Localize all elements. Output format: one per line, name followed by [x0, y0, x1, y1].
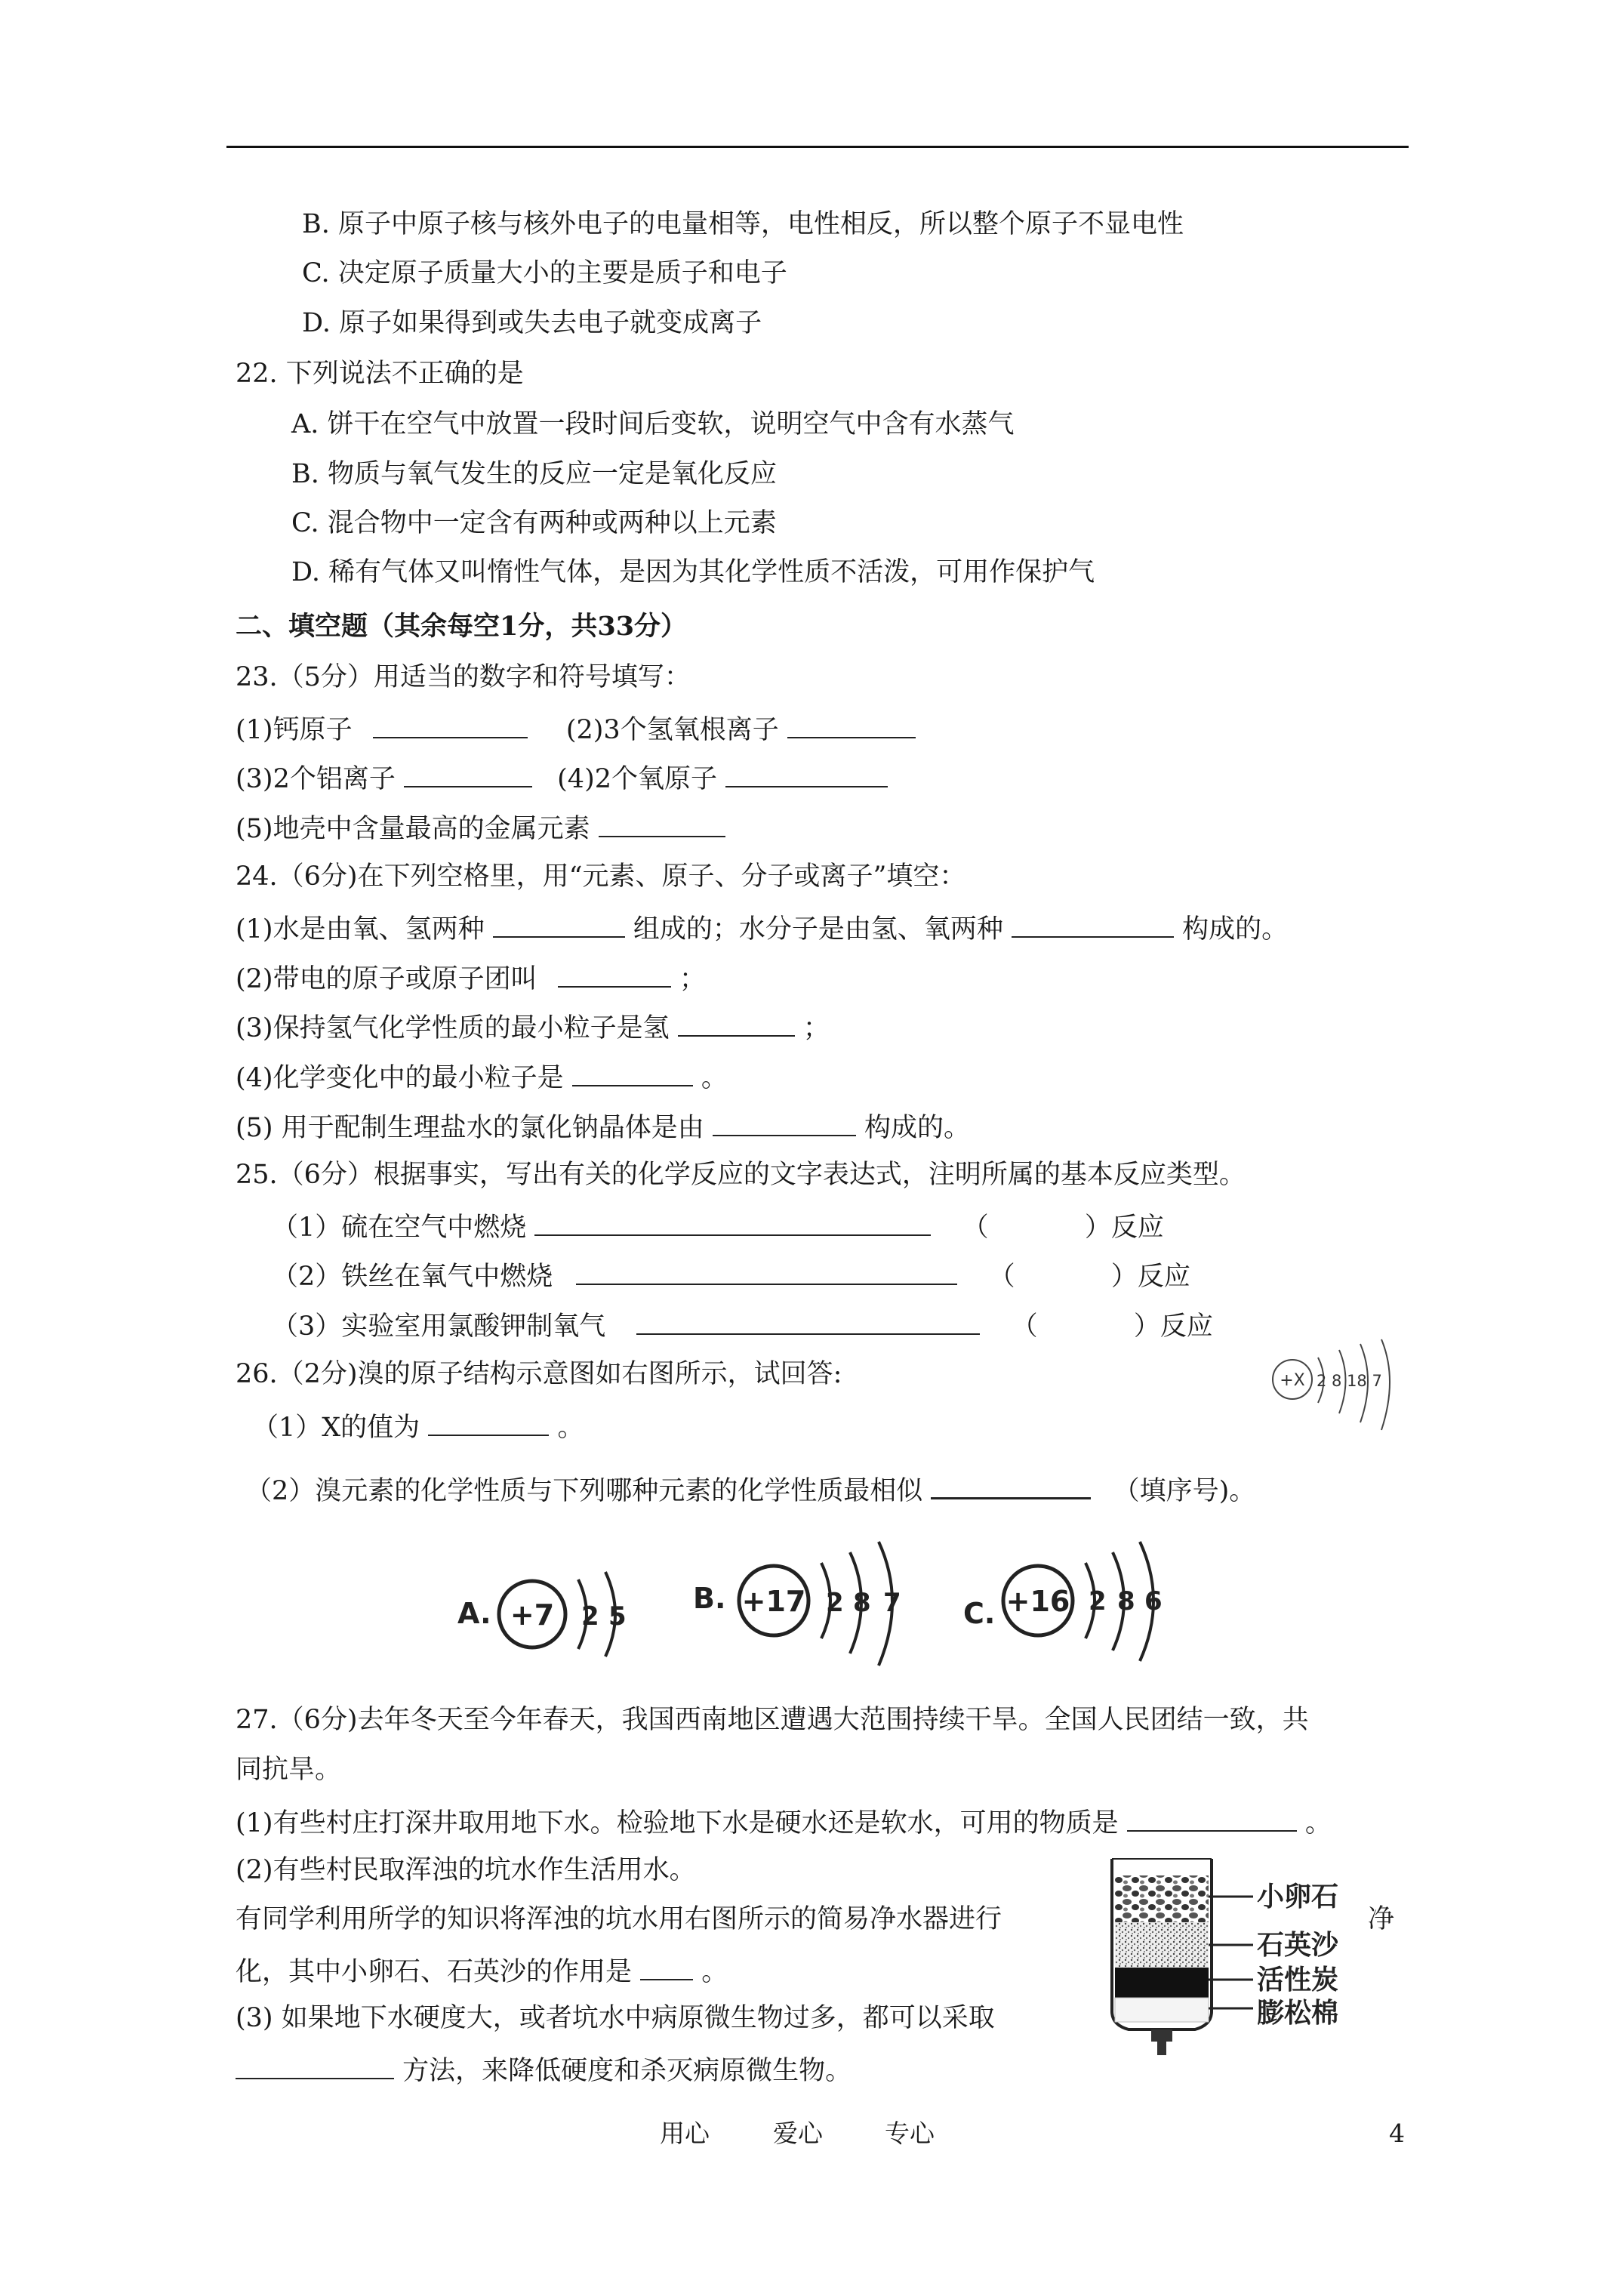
q23-part-1: (1)钙原子 — [236, 715, 353, 745]
q23-part-5: (5)地壳中含量最高的金属元素 — [236, 814, 590, 844]
answer-blank[interactable] — [576, 1256, 957, 1285]
q26-row-2 — [245, 1470, 1255, 1509]
q24-part-1a: (1)水是由氧、氢两种 — [236, 914, 485, 945]
punctuation: 。 — [1304, 1808, 1332, 1838]
punctuation: ； — [679, 964, 706, 994]
answer-blank[interactable] — [428, 1407, 549, 1436]
answer-blank[interactable] — [787, 710, 916, 738]
q25-stem: 25.（6分）根据事实，写出有关的化学反应的文字表达式，注明所属的基本反应类型。 — [236, 1160, 1246, 1190]
punctuation: 。 — [557, 1413, 584, 1443]
cotton-layer — [1115, 1998, 1209, 2022]
option-a-label: A. — [457, 1597, 491, 1630]
answer-blank[interactable] — [713, 1108, 856, 1136]
shell-count: 2 — [581, 1601, 599, 1632]
answer-blank[interactable] — [1046, 1308, 1126, 1335]
q21-option-b: B. 原子中原子核与核外电子的电量相等，电性相反，所以整个原子不显电性 — [302, 209, 1184, 239]
q26-stem: 26.（2分)溴的原子结构示意图如右图所示，试回答: — [236, 1359, 842, 1389]
q25-reaction-2: （2）铁丝在氧气中燃烧 — [272, 1262, 553, 1292]
option-a-nucleus: +7 — [510, 1598, 555, 1632]
q26-part-1: （1）X的值为 — [252, 1413, 420, 1443]
q22-option-d: D. 稀有气体又叫惰性气体，是因为其化学性质不活泼，可用作保护气 — [291, 557, 1095, 587]
q21-option-c: C. 决定原子质量大小的主要是质子和电子 — [302, 258, 787, 288]
paren-close: ）反应 — [1110, 1262, 1190, 1292]
q22-option-b: B. 物质与氧气发生的反应一定是氧化反应 — [291, 459, 777, 489]
paren-open: （ — [988, 1262, 1015, 1292]
bromine-nucleus-label: +X — [1280, 1371, 1305, 1390]
q24-part-5b: 构成的。 — [864, 1113, 971, 1143]
shell-count: 5 — [608, 1601, 627, 1632]
q23-stem: 23.（5分）用适当的数字和符号填写： — [236, 662, 691, 692]
answer-blank[interactable] — [1127, 1803, 1297, 1832]
option-c-nucleus: +16 — [1006, 1585, 1070, 1618]
q27-part-1: (1)有些村庄打深井取用地下水。检验地下水是硬水还是软水，可用的物质是 — [236, 1808, 1119, 1838]
q27-part-2b-end: 净 — [1368, 1904, 1395, 1934]
q27-part-2c: 化，其中小卵石、石英沙的作用是 — [236, 1957, 633, 1987]
answer-blank[interactable] — [997, 1209, 1076, 1236]
answer-blank[interactable] — [636, 1306, 980, 1335]
q24-row-3 — [236, 1008, 830, 1046]
option-a-atom — [457, 1572, 627, 1657]
answer-blank[interactable] — [931, 1470, 1091, 1499]
option-b-atom — [693, 1542, 901, 1666]
shell-count: 2 — [826, 1588, 844, 1618]
page-number: 4 — [1389, 2119, 1405, 2148]
q24-part-1c: 构成的。 — [1182, 914, 1289, 945]
q24-row-4 — [236, 1058, 728, 1096]
q23-part-3: (3)2个铝离子 — [236, 764, 396, 794]
shell-count: 7 — [883, 1588, 901, 1618]
q25-row-3 — [272, 1306, 1213, 1344]
q25-reaction-1: （1）硫在空气中燃烧 — [272, 1213, 527, 1243]
q27-stem-line-1: 27.（6分)去年冬天至今年春天，我国西南地区遭遇大范围持续干旱。全国人民团结一致，共 — [236, 1705, 1309, 1735]
carbon-label: 活性炭 — [1257, 1965, 1339, 1996]
option-c-label: C. — [963, 1597, 996, 1630]
q22-option-a: A. 饼干在空气中放置一段时间后变软，说明空气中含有水蒸气 — [291, 409, 1015, 439]
answer-blank[interactable] — [640, 1952, 693, 1980]
answer-blank[interactable] — [599, 809, 725, 837]
paren-open: （ — [962, 1213, 989, 1243]
q24-row-2 — [236, 959, 706, 997]
filter-outlet — [1151, 2029, 1172, 2042]
pebble-label: 小卵石 — [1257, 1881, 1339, 1912]
q26-row-1 — [252, 1407, 584, 1445]
q23-part-4: (4)2个氧原子 — [557, 764, 717, 794]
section-title: 二、填空题（其余每空1分，共33分） — [236, 611, 688, 642]
q24-part-2: (2)带电的原子或原子团叫 — [236, 964, 537, 994]
q22-stem: 22. 下列说法不正确的是 — [236, 359, 524, 389]
q26-part-2: （2）溴元素的化学性质与下列哪种元素的化学性质最相似 — [245, 1476, 923, 1506]
q27-part-2: (2)有些村民取浑浊的坑水作生活用水。 — [236, 1855, 696, 1885]
header-rule — [226, 146, 1409, 148]
footer-motto-3: 专心 — [885, 2119, 935, 2148]
answer-blank[interactable] — [534, 1207, 931, 1236]
bromine-shells-label: 2 8 18 7 — [1317, 1372, 1382, 1390]
footer-motto-1: 用心 — [660, 2119, 710, 2148]
sand-layer — [1115, 1922, 1209, 1968]
filter-outlet — [1157, 2042, 1166, 2055]
q27-stem-line-2: 同抗旱。 — [236, 1755, 342, 1785]
q25-row-2 — [272, 1256, 1190, 1294]
paren-close: ）反应 — [1084, 1213, 1164, 1243]
shell-count: 6 — [1144, 1586, 1163, 1616]
answer-blank[interactable] — [1024, 1258, 1103, 1285]
answer-blank[interactable] — [572, 1058, 693, 1086]
q27-row-2c — [236, 1952, 728, 1989]
pebble-layer — [1115, 1875, 1209, 1922]
electron-shell-arc — [1381, 1339, 1390, 1430]
q24-row-5 — [236, 1108, 970, 1145]
q21-option-d: D. 原子如果得到或失去电子就变成离子 — [302, 308, 762, 338]
q24-part-3: (3)保持氢气化学性质的最小粒子是氢 — [236, 1013, 670, 1043]
shell-count: 2 — [1089, 1586, 1107, 1616]
answer-blank[interactable] — [1012, 909, 1174, 938]
bromine-atom-diagram — [1265, 1335, 1401, 1448]
water-filter-diagram — [1106, 1844, 1378, 2063]
q27-part-3b: 方法，来降低硬度和杀灭病原微生物。 — [402, 2056, 852, 2086]
atom-options-diagram — [453, 1525, 1208, 1676]
q23-row-1 — [236, 710, 916, 747]
option-c-atom — [963, 1542, 1163, 1661]
q23-row-3 — [236, 809, 725, 846]
q27-row-3b — [236, 2051, 852, 2088]
answer-blank[interactable] — [493, 909, 625, 938]
q26-part-2-end: （填序号)。 — [1113, 1476, 1256, 1506]
q24-stem: 24.（6分)在下列空格里，用“元素、原子、分子或离子”填空： — [236, 861, 966, 892]
option-b-label: B. — [693, 1582, 726, 1615]
answer-blank[interactable] — [725, 759, 888, 787]
q27-part-2b: 有同学利用所学的知识将浑浊的坑水用右图所示的简易净水器进行 — [236, 1904, 1002, 1934]
cotton-label: 膨松棉 — [1257, 1998, 1339, 2029]
shell-count: 8 — [853, 1588, 871, 1618]
punctuation: 。 — [701, 1063, 728, 1093]
paren-close: ）反应 — [1133, 1311, 1213, 1342]
answer-blank[interactable] — [678, 1008, 795, 1037]
answer-blank[interactable] — [236, 2051, 394, 2079]
q23-row-2 — [236, 759, 888, 797]
carbon-layer — [1115, 1968, 1209, 1998]
q25-row-1 — [272, 1207, 1164, 1245]
answer-blank[interactable] — [373, 710, 528, 738]
sand-label: 石英沙 — [1257, 1930, 1339, 1961]
answer-blank[interactable] — [558, 959, 671, 988]
answer-blank[interactable] — [404, 759, 532, 787]
q24-row-1 — [236, 909, 1288, 947]
q27-row-1 — [236, 1803, 1332, 1841]
q23-part-2: (2)3个氢氧根离子 — [565, 715, 779, 745]
option-b-nucleus: +17 — [741, 1585, 806, 1618]
q27-part-3a: (3) 如果地下水硬度大，或者坑水中病原微生物过多，都可以采取 — [236, 2003, 995, 2033]
punctuation: ； — [802, 1013, 830, 1043]
q24-part-4: (4)化学变化中的最小粒子是 — [236, 1063, 564, 1093]
footer-motto-2: 爱心 — [773, 2119, 823, 2148]
q25-reaction-3: （3）实验室用氯酸钾制氧气 — [272, 1311, 606, 1342]
punctuation: 。 — [701, 1957, 728, 1987]
paren-open: （ — [1011, 1311, 1038, 1342]
q24-part-1b: 组成的；水分子是由氢、氧两种 — [633, 914, 1003, 945]
q22-option-c: C. 混合物中一定含有两种或两种以上元素 — [291, 508, 777, 538]
q24-part-5a: (5) 用于配制生理盐水的氯化钠晶体是由 — [236, 1113, 704, 1143]
shell-count: 8 — [1117, 1586, 1135, 1616]
